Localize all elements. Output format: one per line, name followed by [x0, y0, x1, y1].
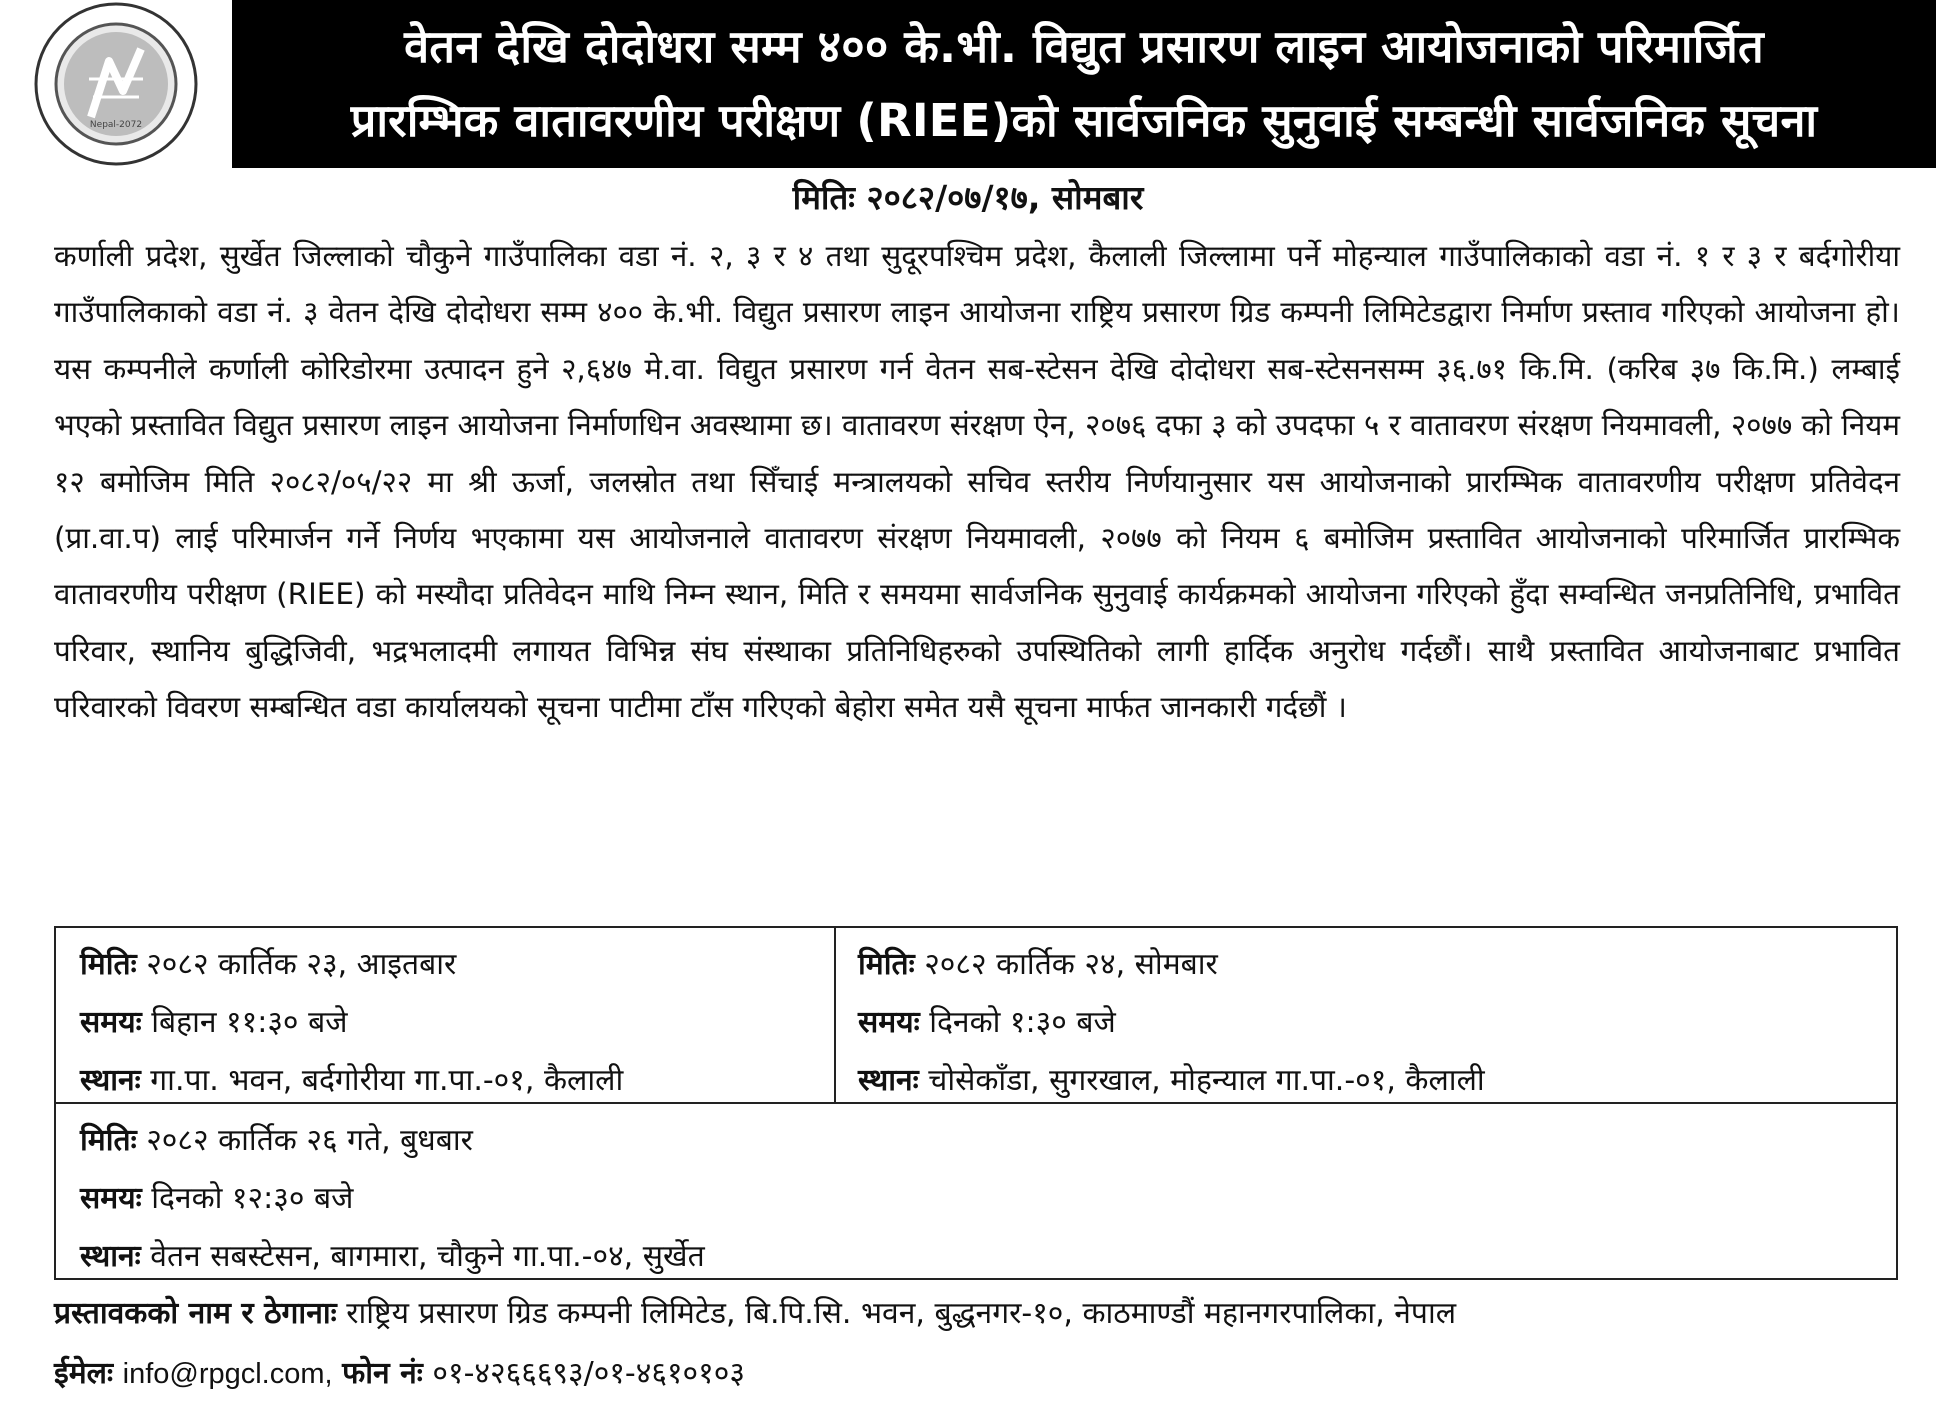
hearing-cell-3 — [56, 1104, 1896, 1278]
hearing-date-row — [858, 936, 1872, 994]
title-band — [232, 0, 1936, 168]
hearing-date-row — [80, 936, 810, 994]
notice-footer — [54, 1284, 1900, 1404]
date-label: मितिः — [858, 947, 915, 982]
notice-title-line-2: प्रारम्भिक वातावरणीय परीक्षण (RIEE)को सार्वजनिक सुनुवाई सम्बन्धी सार्वजनिक सूचना — [350, 94, 1818, 147]
hearing-time: बिहान ११:३० बजे — [151, 1005, 348, 1040]
place-label: स्थानः — [80, 1239, 141, 1274]
hearing-time-row — [858, 994, 1872, 1052]
hearing-time-row — [80, 994, 810, 1052]
notice-date: मितिः २०८२/०७/१७, सोमबार — [792, 178, 1144, 217]
hearing-time-row — [80, 1170, 1872, 1228]
time-label: समयः — [80, 1181, 142, 1216]
phone-number: ०१-४२६६६९३/०१-४६१०१०३ — [432, 1356, 745, 1391]
notice-title-line-1: वेतन देखि दोदोधरा सम्म ४०० के.भी. विद्युत प्रसारण लाइन आयोजनाको परिमार्जित — [404, 20, 1764, 73]
date-label: मितिः — [80, 1123, 137, 1158]
proponent-address: राष्ट्रिय प्रसारण ग्रिड कम्पनी लिमिटेड, बि.पि.सि. भवन, बुद्धनगर-१०, काठमाण्डौं महानगरपालिका, नेपाल — [346, 1296, 1457, 1331]
proponent-label: प्रस्तावकको नाम र ठेगानाः — [54, 1296, 337, 1331]
hearing-date-row — [80, 1112, 1872, 1170]
hearing-date: २०८२ कार्तिक २३, आइतबार — [146, 947, 457, 982]
proponent-row — [54, 1284, 1900, 1344]
contact-row — [54, 1344, 1900, 1404]
logo-container — [0, 0, 232, 168]
email-label: ईमेलः — [54, 1356, 114, 1391]
time-label: समयः — [858, 1005, 920, 1040]
hearing-place: गा.पा. भवन, बर्दगोरीया गा.पा.-०१, कैलाली — [150, 1063, 624, 1098]
hearing-time: दिनको १:३० बजे — [929, 1005, 1116, 1040]
hearing-place: वेतन सबस्टेसन, बागमारा, चौकुने गा.पा.-०४, सुर्खेत — [150, 1239, 705, 1274]
hearing-date: २०८२ कार्तिक २४, सोमबार — [924, 947, 1218, 982]
email-address: info@rpgcl.com, — [122, 1358, 333, 1390]
hearing-cell-2 — [836, 928, 1896, 1104]
hearing-schedule-table — [54, 926, 1898, 1280]
place-label: स्थानः — [80, 1063, 141, 1098]
notice-body-paragraph: कर्णाली प्रदेश, सुर्खेत जिल्लाको चौकुने गाउँपालिका वडा नं. २, ३ र ४ तथा सुदूरपश्चिम प्रदेश, कैलाली जिल्लामा पर्ने मोहन्याल गाउँपालिकाको वडा नं. १ र ३ र बर्दगोरीया गाउँपालिकाको वडा नं. ३ वेतन देखि दोदोधरा सम्म ४०० के.भी. विद्युत प्रसारण लाइन आयोजना राष्ट्रिय प्रसारण ग्रिड कम्पनी लिमिटेडद्वारा निर्माण प्रस्ताव गरिएको आयोजना हो। यस कम्पनीले कर्णाली कोरिडोरमा उत्पादन हुने २,६४७ मे.वा. विद्युत प्रसारण गर्न वेतन सब-स्टेसन देखि दोदोधरा सब-स्टेसनसम्म ३६.७१ कि.मि. (करिब ३७ कि.मि.) लम्बाई भएको प्रस्तावित विद्युत प्रसारण लाइन आयोजना निर्माणधिन अवस्थामा छ। वातावरण संरक्षण ऐन, २०७६ दफा ३ को उपदफा ५ र वातावरण संरक्षण नियमावली, २०७७ को नियम १२ बमोजिम मिति २०८२/०५/२२ मा श्री ऊर्जा, जलस्रोत तथा सिँचाई मन्त्रालयको सचिव स्तरीय निर्णयानुसार यस आयोजनाको प्रारम्भिक वातावरणीय परीक्षण प्रतिवेदन (प्रा.वा.प) लाई परिमार्जन गर्ने निर्णय भएकामा यस आयोजनाले वातावरण संरक्षण नियमावली, २०७७ को नियम ६ बमोजिम प्रस्तावित आयोजनाको परिमार्जित प्रारम्भिक वातावरणीय परीक्षण (RIEE) को मस्यौदा प्रतिवेदन माथि निम्न स्थान, मिति र समयमा सार्वजनिक सुनुवाई कार्यक्रमको आयोजना गरिएको हुँदा सम्वन्धित जनप्रतिनिधि, प्रभावित परिवार, स्थानिय बुद्धिजिवी, भद्रभलादमी लगायत विभिन्न संघ संस्थाका प्रतिनिधिहरुको उपस्थितिको लागी हार्दिक अनुरोध गर्दछौं। साथै प्रस्तावित आयोजनाबाट प्रभावित परिवारको विवरण सम्बन्धित वडा कार्यालयको सूचना पाटीमा टाँस गरिएको बेहोरा समेत यसै सूचना मार्फत जानकारी गर्दछौं । — [54, 239, 1901, 725]
hearing-cell-1 — [56, 928, 836, 1104]
hearing-place-row — [80, 1228, 1872, 1286]
svg-text:Nepal-2072: Nepal-2072 — [89, 120, 143, 130]
hearing-place-row — [858, 1052, 1872, 1110]
date-label: मितिः — [80, 947, 137, 982]
rpgcl-logo-icon — [31, 0, 201, 169]
hearing-date: २०८२ कार्तिक २६ गते, बुधबार — [146, 1123, 473, 1158]
hearing-place-row — [80, 1052, 810, 1110]
notice-header — [0, 0, 1936, 168]
time-label: समयः — [80, 1005, 142, 1040]
hearing-time: दिनको १२:३० बजे — [151, 1181, 354, 1216]
place-label: स्थानः — [858, 1063, 919, 1098]
hearing-place: चोसेकाँडा, सुगरखाल, मोहन्याल गा.पा.-०१, कैलाली — [928, 1063, 1485, 1098]
phone-label: फोन नंः — [342, 1356, 423, 1391]
